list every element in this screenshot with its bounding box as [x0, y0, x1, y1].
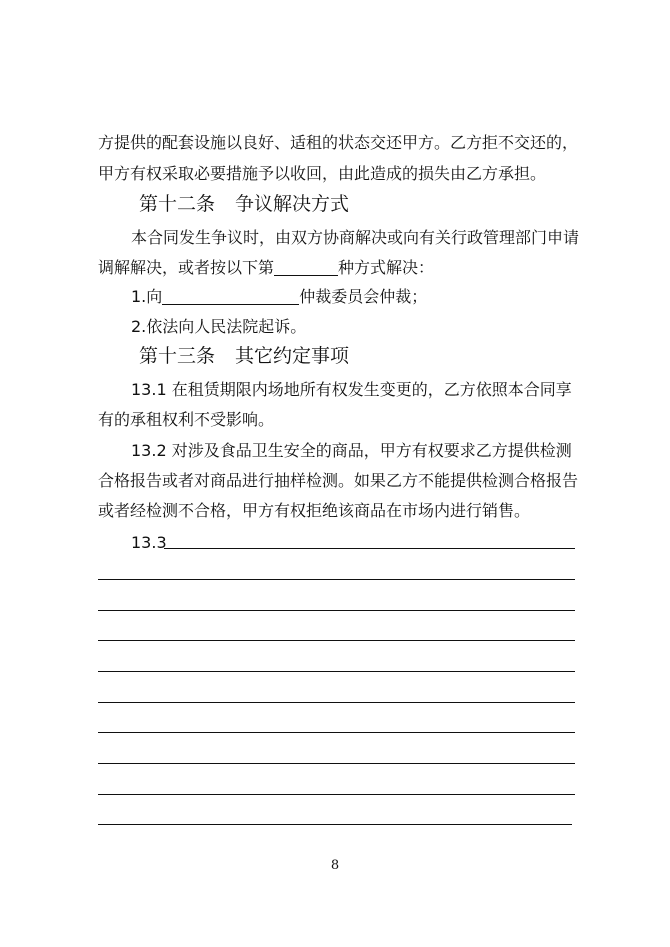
option-line: 2.依法向人民法院起诉。 — [131, 317, 307, 336]
text-fragment: 调解解决，或者按以下第 — [98, 258, 275, 277]
paragraph-line: 本合同发生争议时，由双方协商解决或向有关行政管理部门申请 — [131, 228, 580, 247]
clause-13-2-line: 合格报告或者对商品进行抽样检测。如果乙方不能提供检测合格报告 — [98, 471, 579, 490]
fill-in-line[interactable] — [98, 702, 575, 703]
fill-in-line[interactable] — [98, 610, 575, 611]
fill-in-line[interactable] — [98, 640, 575, 641]
paragraph-line — [98, 258, 434, 278]
article-13-number: 第十三条 — [139, 345, 216, 367]
paragraph-line: 甲方有权采取必要措施予以收回，由此造成的损失由乙方承担。 — [98, 164, 547, 183]
fill-in-line[interactable] — [98, 763, 575, 764]
option-line — [131, 287, 427, 307]
article-12-title: 争议解决方式 — [235, 193, 350, 215]
clause-13-1-line: 有的承租权利不受影响。 — [98, 410, 275, 429]
clause-13-1-line: 13.1 在租赁期限内场地所有权发生变更的，乙方依照本合同享 — [131, 380, 572, 399]
article-12-number: 第十二条 — [139, 193, 216, 215]
clause-13-2-line: 13.2 对涉及食品卫生安全的商品，甲方有权要求乙方提供检测 — [131, 441, 572, 460]
fill-in-line[interactable] — [164, 548, 575, 549]
fill-in-line[interactable] — [98, 579, 575, 580]
fill-in-line[interactable] — [98, 824, 572, 825]
option-1-suffix: 仲裁委员会仲裁； — [299, 287, 428, 306]
fill-in-line[interactable] — [98, 794, 575, 795]
clause-13-2-line: 或者经检测不合格，甲方有权拒绝该商品在市场内进行销售。 — [98, 501, 531, 520]
article-12-heading — [139, 192, 349, 216]
fill-blank-arbitration-committee[interactable] — [162, 290, 299, 305]
article-13-title: 其它约定事项 — [235, 345, 350, 367]
article-13-heading — [139, 344, 349, 368]
fill-in-line[interactable] — [98, 671, 575, 672]
text-fragment: 种方式解决： — [338, 258, 435, 277]
page-number: 8 — [330, 858, 340, 873]
option-1-prefix: 1.向 — [131, 287, 163, 306]
fill-in-line[interactable] — [98, 732, 575, 733]
clause-13-3-label: 13.3 — [131, 533, 167, 552]
fill-blank-method-number[interactable] — [274, 261, 338, 276]
paragraph-line: 方提供的配套设施以良好、适租的状态交还甲方。乙方拒不交还的， — [98, 133, 579, 152]
